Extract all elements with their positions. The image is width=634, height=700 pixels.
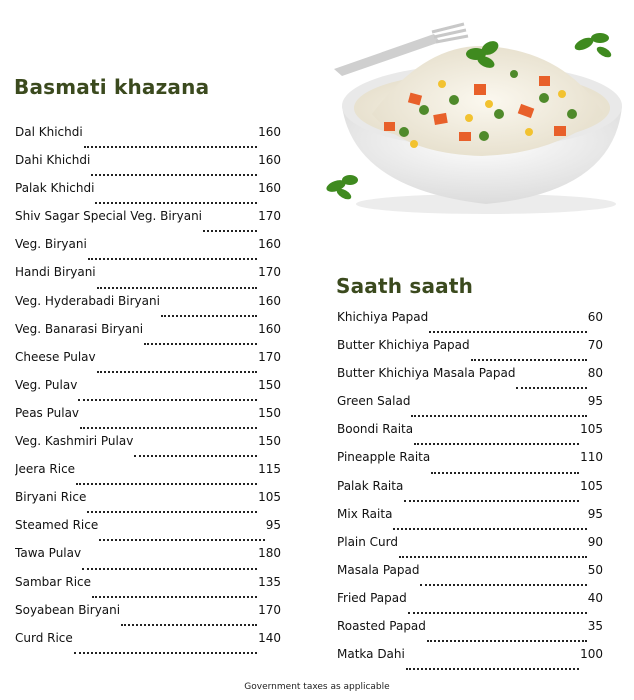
item-name: Cheese Pulav [15,349,96,364]
item-name: Butter Khichiya Masala Papad [337,366,516,381]
item-price: 160 [258,125,281,139]
item-name: Palak Khichdi [15,181,95,196]
dot-leader [84,146,257,148]
dot-leader [87,511,257,513]
item-price: 180 [258,546,281,561]
item-name: Steamed Rice [15,518,99,533]
item-price: 170 [258,349,281,364]
dot-leader [91,174,257,176]
dot-leader [429,331,586,333]
item-price: 150 [258,434,281,449]
item-price: 50 [587,562,603,577]
item-price: 160 [258,181,281,196]
menu-item [15,236,281,264]
item-price: 80 [587,366,603,381]
item-price: 95 [587,394,603,409]
item-name: Veg. Banarasi Biryani [15,321,144,336]
menu-item [15,517,281,545]
item-name: Boondi Raita [337,422,414,437]
item-price: 110 [580,450,603,465]
item-name: Veg. Pulav [15,377,78,392]
menu-item [15,574,281,602]
item-name: Tawa Pulav [15,546,82,561]
menu-item [15,349,281,377]
item-price: 70 [587,338,603,353]
menu-item [337,365,603,393]
dot-leader [420,584,586,586]
menu-item [15,405,281,433]
item-price: 105 [258,490,281,505]
menu-item [15,545,281,573]
dot-leader [95,202,257,204]
item-name: Sambar Rice [15,574,92,589]
menu-item [15,124,281,152]
section-title-basmati-khazana: Basmati khazana [14,75,210,99]
menu-item [15,602,281,630]
menu-item [337,337,603,365]
menu-item [15,208,281,236]
dot-leader [74,652,257,654]
dot-leader [431,472,579,474]
menu-item [15,180,281,208]
menu-item [337,534,603,562]
dot-leader [78,399,257,401]
dot-leader [80,427,257,429]
dot-leader [471,359,587,361]
dot-leader [411,415,586,417]
dot-leader [404,500,579,502]
item-price: 105 [580,478,603,493]
menu-item [15,377,281,405]
dot-leader [427,640,587,642]
item-price: 95 [265,518,281,533]
item-price: 95 [587,506,603,521]
menu-item [337,421,603,449]
saath-saath-list [337,309,603,674]
item-name: Peas Pulav [15,405,80,420]
dot-leader [134,455,257,457]
dot-leader [76,483,257,485]
menu-item [15,293,281,321]
item-price: 170 [258,265,281,280]
item-price: 115 [258,462,281,477]
item-name: Biryani Rice [15,490,87,505]
item-price: 150 [258,405,281,420]
item-name: Dahi Khichdi [15,153,91,168]
menu-item [337,478,603,506]
item-name: Mix Raita [337,506,393,521]
dot-leader [203,230,257,232]
item-name: Shiv Sagar Special Veg. Biryani [15,209,203,224]
item-price: 150 [258,377,281,392]
menu-item [15,152,281,180]
item-price: 90 [587,534,603,549]
menu-item [337,393,603,421]
menu-item [15,321,281,349]
menu-item [15,461,281,489]
item-price: 60 [587,310,603,324]
item-price: 170 [258,602,281,617]
menu-item [337,309,603,337]
menu-item [337,562,603,590]
item-name: Curd Rice [15,630,73,645]
item-name: Roasted Papad [337,619,426,634]
dot-leader [121,624,257,626]
item-name: Palak Raita [337,478,404,493]
item-name: Dal Khichdi [15,125,83,139]
item-name: Veg. Kashmiri Pulav [15,434,134,449]
menu-item [337,618,603,646]
rice-bowl-photo [314,14,624,219]
item-price: 160 [258,237,281,252]
item-name: Pineapple Raita [337,450,431,465]
basmati-khazana-list [15,124,281,658]
item-price: 160 [258,293,281,308]
dot-leader [516,387,586,389]
item-price: 40 [587,590,603,605]
dot-leader [99,539,265,541]
dot-leader [161,315,257,317]
dot-leader [408,612,587,614]
dot-leader [406,668,579,670]
item-price: 35 [587,619,603,634]
item-price: 160 [258,321,281,336]
item-name: Veg. Biryani [15,237,87,252]
item-name: Green Salad [337,394,411,409]
item-name: Khichiya Papad [337,310,429,324]
dot-leader [393,528,586,530]
menu-item [15,433,281,461]
item-price: 140 [258,630,281,645]
menu-item [15,489,281,517]
section-title-saath-saath: Saath saath [336,274,474,298]
dot-leader [88,258,257,260]
item-name: Fried Papad [337,590,407,605]
item-name: Matka Dahi [337,647,405,662]
item-name: Handi Biryani [15,265,96,280]
dot-leader [82,568,257,570]
item-price: 105 [580,422,603,437]
menu-item [15,264,281,292]
item-name: Butter Khichiya Papad [337,338,470,353]
menu-item [15,630,281,658]
item-price: 100 [580,647,603,662]
dot-leader [144,343,257,345]
menu-item [337,449,603,477]
item-name: Plain Curd [337,534,399,549]
dot-leader [399,556,587,558]
menu-item [337,646,603,674]
item-name: Jeera Rice [15,462,76,477]
menu-item [337,506,603,534]
dot-leader [92,596,257,598]
tax-note: Government taxes as applicable [244,682,390,692]
item-price: 170 [258,209,281,224]
item-name: Veg. Hyderabadi Biryani [15,293,160,308]
item-name: Soyabean Biryani [15,602,121,617]
dot-leader [414,443,579,445]
dot-leader [97,287,257,289]
item-name: Masala Papad [337,562,420,577]
item-price: 160 [258,153,281,168]
item-price: 135 [258,574,281,589]
menu-item [337,590,603,618]
dot-leader [97,371,257,373]
